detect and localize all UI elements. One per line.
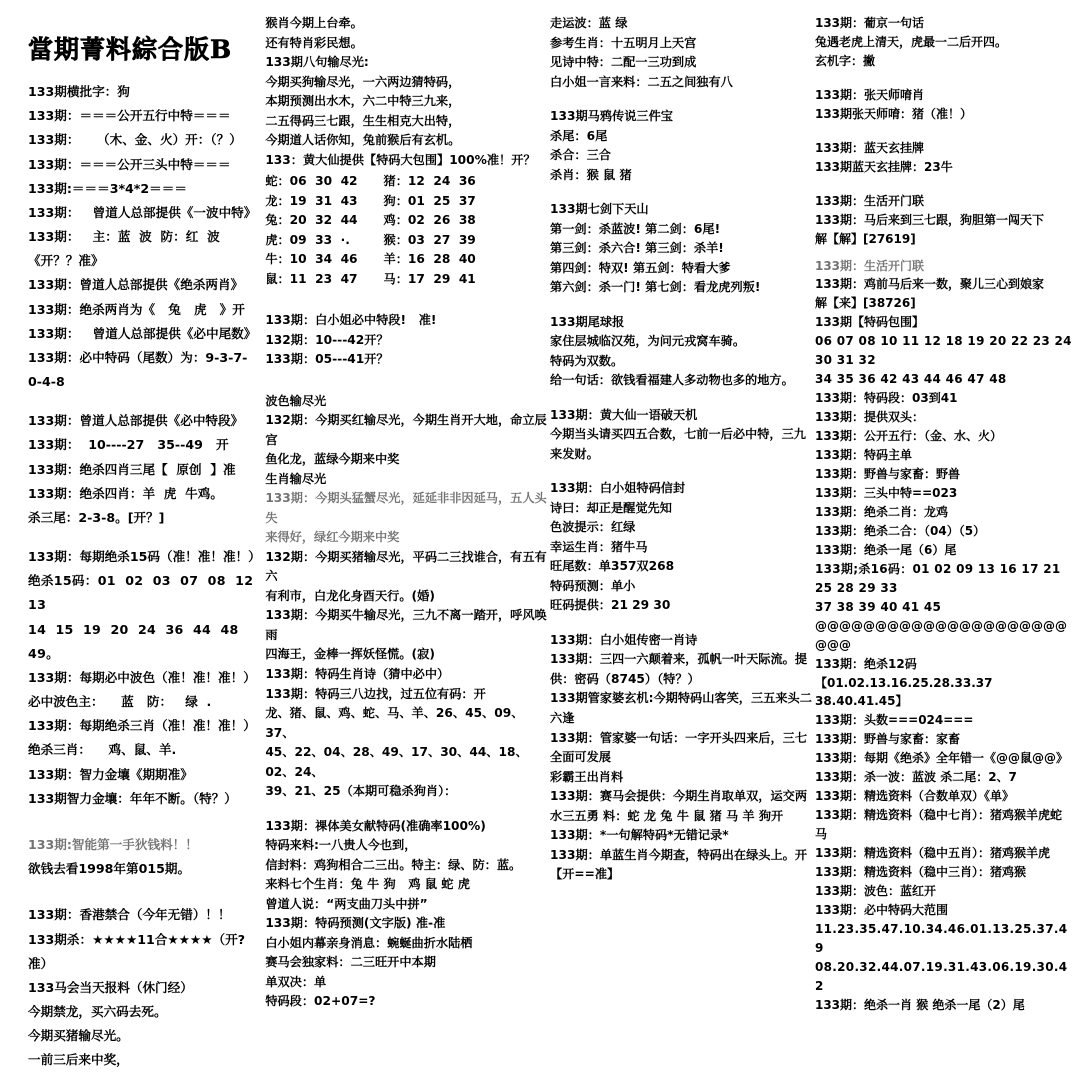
text-line: 水三五勇 料：蛇 龙 兔 牛 鼠 猪 马 羊 狗开 <box>550 808 784 823</box>
text-line: 诗曰：却正是醒觉先知 <box>550 500 672 515</box>
text-line: 133期：必中特码大范围 <box>814 902 949 917</box>
text-line: 白小姐内幕亲身消息：蜿蜒曲折水陆栖 <box>265 935 473 950</box>
spacer <box>550 298 815 313</box>
spacer <box>815 177 1074 192</box>
text-line: 133期：鸡前马后来一数，聚儿三心到娘家 <box>814 277 1045 292</box>
text-line: 133期：黄大仙一语破天机 <box>550 407 698 422</box>
text-line: 杀尾：6尾 <box>550 128 608 143</box>
text-line: 133期：绝杀12码【01.02.13.16.25.28.33.37 <box>814 656 993 690</box>
text-line: 彩霸王出肖料 <box>550 769 624 784</box>
zodiac-row: 龙：19 31 43 <box>265 193 358 208</box>
text-line: 一前三后来中奖， <box>28 1052 129 1068</box>
text-line: 杀三尾：2-3-8。[开？] <box>28 509 165 525</box>
text-line: 解【解】[27619] <box>814 231 916 246</box>
text-line: 133期： 曾道人总部提供《必中尾数》 <box>28 325 257 341</box>
text-line: 鱼化龙，蓝绿今期来中奖 <box>265 452 400 467</box>
text-line: 133期： 主：蓝 波 防：红 波《开？？准》 <box>28 229 220 269</box>
text-line: 旺尾数：单357双268 <box>550 559 675 574</box>
text-line: 来料七个生肖：兔 牛 狗 鸡 鼠 蛇 虎 <box>265 877 470 892</box>
text-line: 133期：每期绝杀三肖（准！准！准！） <box>28 718 256 734</box>
text-line: 39、21、25（本期可稳杀狗肖）： <box>265 784 457 799</box>
zodiac-row: 羊：16 28 40 <box>383 252 476 267</box>
zodiac-row: 牛：10 34 46 <box>265 252 358 267</box>
zodiac-row: 狗：01 25 37 <box>383 193 476 208</box>
zodiac-row: 蛇：06 30 42 <box>265 174 358 189</box>
text-line: 133期：精选资料（稳中三肖）：猪鸡猴 <box>814 865 1027 880</box>
text-line: 供：密码（8745）（特？） <box>550 671 700 686</box>
text-line: 赛马会独家料：二三旺开中本期 <box>265 955 436 970</box>
text-line: 参考生肖：十五明月上天宫 <box>550 35 697 50</box>
text-line: 杀合：三合 <box>550 148 611 163</box>
text-line: 曾道人说：“两支曲刀头中拼” <box>265 896 428 911</box>
text-line: 133期：单蓝生肖今期查，特码出在绿头上。开 <box>550 847 808 862</box>
text-line: 133期： 曾道人总部提供《一波中特》 <box>28 204 257 220</box>
text-line: 第六剑：杀一门! 第七剑：看龙虎列叛! <box>550 280 761 295</box>
text-line: 兔遇老虎上清天，虎最一二后开四。 <box>814 34 1007 49</box>
text-line: 单双决：单 <box>265 974 327 989</box>
text-line: 133期：绝杀一尾（6）尾 <box>814 542 957 557</box>
text-line: 给一句话：欲钱看福建人多动物也多的地方。 <box>550 373 794 388</box>
text-line: 133期：白小姐传密一肖诗 <box>550 632 698 647</box>
text-line: 133期智力金壤：年年不断。（特？） <box>28 790 237 806</box>
text-line: 133期：张天师唷肖 <box>814 87 925 102</box>
text-line-faded: 133期：今期头猛蟹尽光，延延非非因延马，五人头失 <box>265 491 547 525</box>
text-line: 34 35 36 42 43 44 46 47 48 <box>814 372 1007 387</box>
spacer <box>550 185 815 200</box>
text-line: 133期：＝＝＝公开五行中特＝＝＝ <box>28 108 231 124</box>
text-line: 白小姐一言来料：二五之间独有八 <box>550 74 733 89</box>
text-line: 133期：白小姐特码信封 <box>550 481 686 496</box>
spacer <box>550 616 815 631</box>
text-line: 133期：精选资料（稳中七肖）：猪鸡猴羊虎蛇马 <box>814 808 1063 842</box>
spacer <box>28 530 261 545</box>
spacer <box>815 71 1074 86</box>
text-line: 133期七剑下天山 <box>550 202 649 217</box>
zodiac-row: 鸡：02 26 38 <box>383 213 476 228</box>
text-line: 133期马鸦传说三件宝 <box>550 109 673 124</box>
text-line: 特码段：02+07=? <box>265 994 376 1009</box>
spacer <box>815 124 1074 139</box>
text-line: 六逢 <box>550 710 575 725</box>
text-line: 玄机字：撇 <box>814 53 875 68</box>
text-line: 绝杀15码：01 02 03 07 08 12 13 <box>28 573 263 613</box>
text-line: 06 07 08 10 11 12 18 19 20 22 23 24 30 31 32 <box>814 334 1077 368</box>
text-line: 今期当头请买四五合数，七前一后必中特，三九 <box>550 427 806 442</box>
spacer <box>550 391 815 406</box>
text-line: 133马会当天报料（休门经） <box>28 979 193 995</box>
text-line: 133期【特码包围】 <box>814 315 925 330</box>
text-line: 四海王，金棒一挥妖怪慌。(寂) <box>265 647 435 662</box>
text-line: 旺码提供：21 29 30 <box>550 598 671 613</box>
text-line: 133期：曾道人总部提供《必中特段》 <box>28 413 244 429</box>
columns-container <box>6 8 1077 1068</box>
text-line: 今期买猪输尽光。 <box>28 1028 129 1044</box>
text-line: 133期：绝杀二肖：龙鸡 <box>814 504 949 519</box>
text-line: 133期蓝天玄挂牌：23牛 <box>814 159 953 174</box>
column-1 <box>6 8 261 1073</box>
text-line: 第一剑：杀蓝波! 第二剑：6尾! <box>550 221 721 236</box>
text-line: 133期：特码生肖诗（猜中必中） <box>265 666 450 681</box>
zodiac-row: 虎：09 33 ·. <box>265 232 350 247</box>
column-2 <box>261 8 548 1012</box>
text-line: 133：黄大仙提供【特码大包围】100%准！开？ <box>265 152 536 167</box>
zodiac-column-right <box>384 172 476 289</box>
text-line: 特码预测：单小 <box>550 578 636 593</box>
text-line: 133期：特码三八边找，过五位有码：开 <box>265 686 486 701</box>
text-line: 132期：今期买猪输尽光，平码二三找谁合，有五有六 <box>265 549 547 584</box>
text-line: 133期：杀一波：蓝波 杀二尾：2、7 <box>814 770 1017 785</box>
text-line: 133期：绝杀四肖：羊 虎 牛鸡。 <box>28 485 223 501</box>
text-line: 今期禁龙，买六码去死。 <box>28 1004 167 1020</box>
text-line: 14 15 19 20 24 36 44 48 49。 <box>28 621 248 661</box>
text-line: 133期：葡京一句话 <box>814 16 925 30</box>
text-line: 133期：野兽与家畜：家畜 <box>814 732 961 747</box>
text-line: 133期：＝＝＝公开三头中特＝＝＝ <box>28 156 231 172</box>
text-line: 133期：野兽与家畜：野兽 <box>814 467 961 482</box>
text-line: 133期：波色：蓝红开 <box>814 883 937 898</box>
text-line: 133期;杀16码：01 02 09 13 16 17 21 25 28 29 33 <box>814 561 1065 595</box>
text-line: 有利市，白龙化身酉天行。(婚) <box>265 588 435 603</box>
spacer <box>265 802 548 817</box>
text-line: 133期：精选资料（稳中五肖）：猪鸡猴羊虎 <box>814 846 1051 861</box>
text-line-faded: 133期:智能第一手狄钱料！！ <box>28 836 198 852</box>
spacer <box>28 394 261 409</box>
text-line: 133期：管家婆一句话：一字开头四来后，三七 <box>550 730 808 745</box>
text-line: 色波提示：红绿 <box>550 520 636 535</box>
text-line: 133期：提供双头： <box>814 410 925 425</box>
column-4 <box>814 8 1077 1015</box>
spacer <box>815 249 1074 257</box>
text-line: 杀肖：猴 鼠 猪 <box>550 167 632 182</box>
text-line: 133期： （木、金、火）开：（？） <box>28 132 242 148</box>
text-line: 第四剑：特双! 第五剑：特看大爹 <box>550 260 731 275</box>
text-line: 猴肖今期上台牵。 <box>265 16 363 30</box>
text-line: 133期：精选资料（合数单双）《单》 <box>814 789 1015 804</box>
text-line: 133期：特码主单 <box>814 448 913 463</box>
text-line: 133期：绝杀两肖为《 兔 虎 》开 <box>28 301 245 317</box>
text-line: 133期：绝杀四肖三尾【 原创 】准 <box>28 461 236 477</box>
text-line: 133期：香港禁合（今年无错）！！ <box>28 907 231 923</box>
text-line: 133期：头数===024=== <box>814 713 974 728</box>
text-line: 133期：每期绝杀15码（准！准！准！） <box>28 549 261 565</box>
spacer <box>28 811 261 833</box>
text-line: 133期：公开五行：（金、水、火） <box>814 429 1003 444</box>
text-line: 133期： 10----27 35--49 开 <box>28 437 229 453</box>
text-line: 133期：三四一六颠着来，孤帆一叶天际流。提 <box>550 652 808 667</box>
text-line: 解【来】[38726] <box>814 296 916 311</box>
spacer <box>28 881 261 903</box>
text-line: 08.20.32.44.07.19.31.43.06.19.30.42 <box>814 959 1068 993</box>
text-line: 133期：祼体美女献特码(准确率100%) <box>265 818 486 833</box>
text-line: 133期：每期必中波色（准！准！准！） <box>28 669 256 685</box>
text-line: 第三剑：杀六合! 第三剑：杀羊! <box>550 241 724 256</box>
text-line: 133期：绝杀一肖 猴 绝杀一尾（2）尾 <box>814 997 1025 1012</box>
text-line: 133期：今期买牛输尽光，三九不离一踏开，呼风唤雨 <box>265 608 547 642</box>
text-line: 133期：白小姐必中特段! 准! <box>265 313 437 328</box>
text-line: 【开==准】 <box>550 867 620 882</box>
text-line: 133期：蓝天玄挂牌 <box>814 140 925 155</box>
text-line: 幸运生肖：猪牛马 <box>550 539 648 554</box>
text-line: 133期：绝杀二合：（04）（5） <box>814 523 986 538</box>
spacer <box>265 370 548 392</box>
text-line: 133期：特码段：03到41 <box>814 391 958 406</box>
text-line: 走运波：蓝 绿 <box>550 16 628 30</box>
text-line: 133期：*一句解特码*无错记录* <box>550 828 729 843</box>
text-line: 见诗中特：二配一三功到成 <box>550 55 697 70</box>
text-line: 龙、猪、鼠、鸡、蛇、马、羊、26、45、09、37、 <box>265 706 524 740</box>
spacer <box>550 92 815 107</box>
text-line: 欲钱去看1998年第015期。 <box>28 861 191 877</box>
text-line: 波色输尽光 <box>265 393 327 408</box>
zodiac-row: 猪：12 24 36 <box>383 174 476 189</box>
text-line: 133期：每期《绝杀》全年错一《@@鼠@@》 <box>814 751 1069 766</box>
text-line: 133期:＝＝＝3*4*2＝＝＝ <box>28 180 187 196</box>
text-line: 133期：智力金壤《期期准》 <box>28 766 193 782</box>
text-line: 二五得码三七跟，生生相克大出特， <box>265 113 461 128</box>
text-line: 133期张天师唷：猪（准！） <box>814 106 973 121</box>
zodiac-number-table <box>265 172 548 289</box>
text-line: 信封料：鸡狗相合二三出。特主：绿、防：蓝。 <box>265 857 522 872</box>
zodiac-column-left <box>265 172 357 289</box>
text-line: 今期道人话你知，兔前猴后有玄机。 <box>265 133 461 148</box>
text-line: 133期：特码预测(文字版) 准-准 <box>265 916 446 931</box>
text-line: 今期买狗输尽光，一六两边猜特码， <box>265 74 461 89</box>
text-line: 133期：曾道人总部提供《绝杀两肖》 <box>28 277 244 293</box>
text-line: 绝杀三肖： 鸡、鼠、羊. <box>28 742 177 758</box>
zodiac-row: 兔：20 32 44 <box>265 213 358 228</box>
text-line: 家住层城临汉苑，为问元戎窝车骑。 <box>550 334 746 349</box>
text-line: 133期杀：★★★★11合★★★★（开?准） <box>28 931 246 971</box>
text-line: 全面可发展 <box>550 750 611 765</box>
text-line: 生肖输尽光 <box>265 471 327 486</box>
text-line: 本期预测出水木，六二中特三九来， <box>265 94 461 109</box>
text-line: 45、22、04、28、49、17、30、44、18、02、24、 <box>265 745 528 779</box>
text-line: 133期八句输尽光: <box>265 55 369 70</box>
text-line: 特码为双数。 <box>550 353 624 368</box>
zodiac-row: 鼠：11 23 47 <box>265 271 358 286</box>
column-3 <box>548 8 815 885</box>
zodiac-row: 猴：03 27 39 <box>383 232 476 247</box>
text-line: 133期横批字：狗 <box>28 84 130 99</box>
text-line: 133期：必中特码（尾数）为：9-3-7-0-4-8 <box>28 349 248 390</box>
text-line: 必中波色主： 蓝 防： 绿 . <box>28 694 212 710</box>
text-line: 还有特肖彩民想。 <box>265 35 363 50</box>
spacer <box>265 289 548 311</box>
text-line: 来发财。 <box>550 446 599 461</box>
text-line: 133期：三头中特==023 <box>814 485 958 500</box>
text-line: 133期管家婆玄机:今期特码山客笑，三五来头二 <box>550 691 812 706</box>
zodiac-row: 马：17 29 41 <box>383 271 476 286</box>
text-line: 11.23.35.47.10.34.46.01.13.25.37.49 <box>814 921 1068 955</box>
text-line: 133期：生活开门联 <box>814 193 925 208</box>
text-line-faded: 133期：生活开门联 <box>814 258 925 273</box>
text-line: 132期：今期买红输尽光，今期生肖开大地，命立辰宫 <box>265 413 547 447</box>
page-title: 當期菁料綜合版B <box>28 35 233 64</box>
text-line: 特码来料:一八贵人今也到， <box>265 838 417 853</box>
text-line: @@@@@@@@@@@@@@@@@@@@@@@@ <box>814 618 1067 652</box>
text-line: 133期尾球报 <box>550 314 625 329</box>
spacer <box>550 464 815 479</box>
text-line: 133期：05---41开？ <box>265 352 389 367</box>
text-line-faded: 来得好，绿红今期来中奖 <box>265 530 400 545</box>
text-line: 133期：马后来到三七跟，狗胆第一闯天下 <box>814 212 1045 227</box>
text-line: 133期：赛马会提供：今期生肖取单双，运交两 <box>550 789 808 804</box>
text-line: 38.40.41.45】 <box>814 694 908 709</box>
text-line: 132期：10---42开？ <box>265 332 389 347</box>
text-line: 37 38 39 40 41 45 <box>814 599 942 614</box>
